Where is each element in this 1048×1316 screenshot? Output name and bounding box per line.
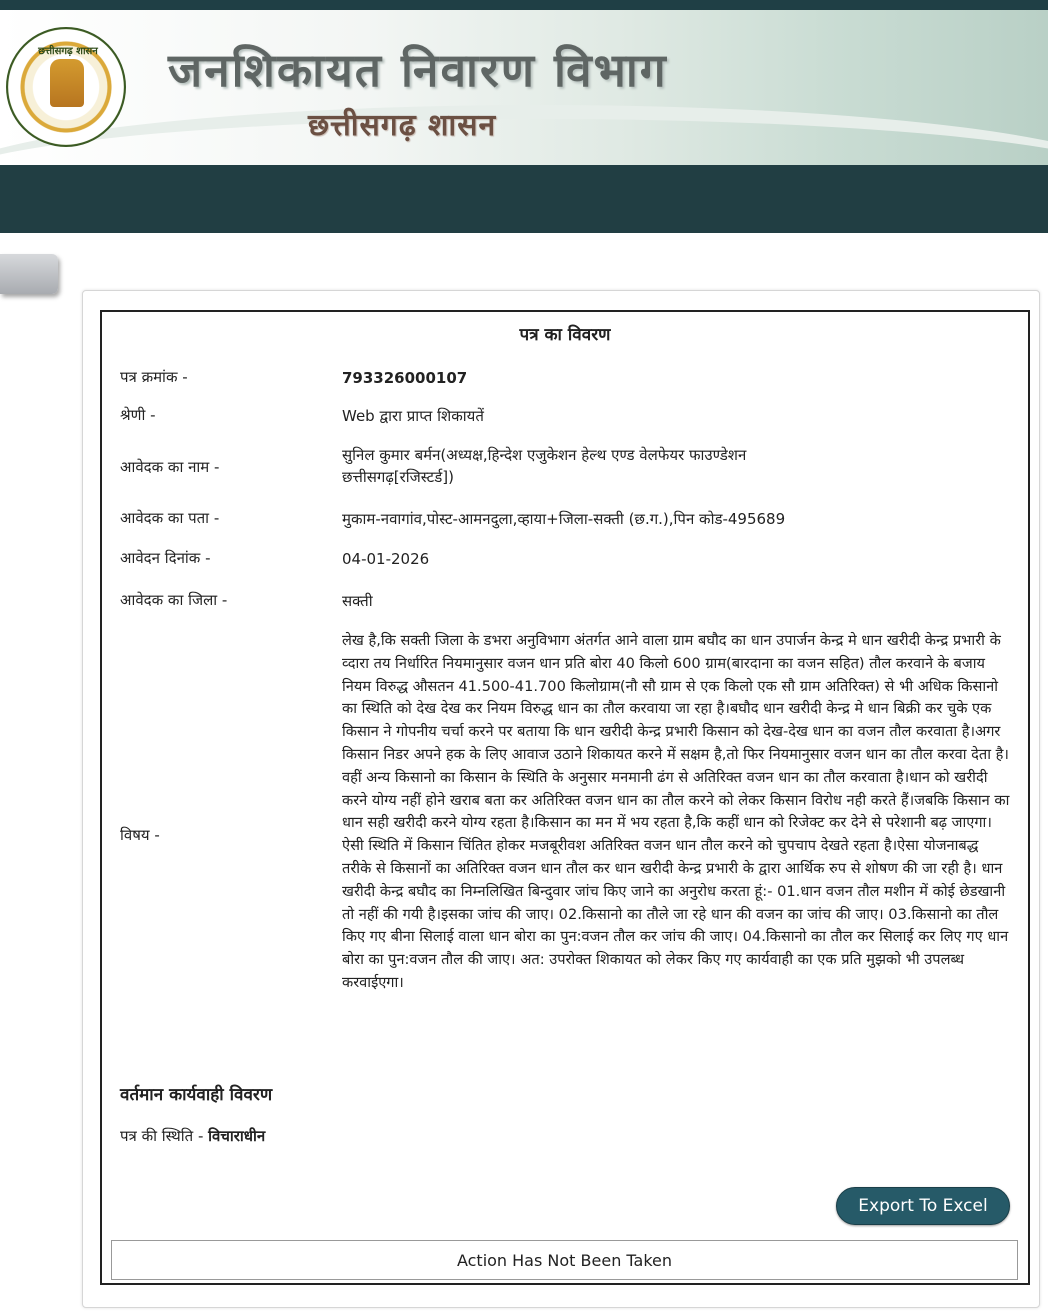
national-emblem-icon xyxy=(50,59,84,107)
subject-label: विषय - xyxy=(120,826,160,844)
status-value: विचाराधीन xyxy=(208,1127,266,1145)
applicant-district-value: सक्ती xyxy=(342,592,373,610)
navigation-bar xyxy=(0,165,1048,233)
category-value: Web द्वारा प्राप्त शिकायतें xyxy=(342,407,484,425)
site-title: जनशिकायत निवारण विभाग xyxy=(168,43,668,97)
seal-text: छत्तीसगढ़ शासन xyxy=(38,46,98,57)
application-date-label: आवेदन दिनांक - xyxy=(120,549,211,567)
applicant-address-value: मुकाम-नवागांव,पोस्ट-आमनदुला,व्हाया+जिला-सक्ती (छ.ग.),पिन कोड-495689 xyxy=(342,510,786,528)
action-message-box xyxy=(111,1240,1018,1280)
letter-status xyxy=(120,1126,265,1146)
header-banner xyxy=(0,10,1048,165)
applicant-address-label: आवेदक का पता - xyxy=(120,509,220,527)
applicant-name-label: आवेदक का नाम - xyxy=(120,458,220,476)
category-label: श्रेणी - xyxy=(120,406,156,424)
applicant-name-value: सुनिल कुमार बर्मन(अध्यक्ष,हिन्देश एजुकेशन हेल्थ एण्ड वेलफेयर फाउण्डेशन छत्तीसगढ़[रजिस्टर्ड]) xyxy=(342,446,747,486)
application-date-value: 04-01-2026 xyxy=(342,550,430,568)
status-label: पत्र की स्थिति - xyxy=(120,1127,204,1145)
letter-number-value: 793326000107 xyxy=(342,369,468,387)
site-subtitle: छत्तीसगढ़ शासन xyxy=(308,108,497,143)
subject-value: लेख है,कि सक्ती जिला के डभरा अनुविभाग अंतर्गत आने वाला ग्राम बघौद का धान उपार्जन केन्द्र मे धान खरीदी केन्द्र प्रभारी के व्दारा तय निर्धारित नियमानुसार वजन धान प्रति बोरा 40 किलो 600 ग्राम(बारदाना का वजन सहित) तौल करवाने के बजाय नियम विरुद्ध औसतन 41.500-41.700 किलोग्राम(नौ सौ ग्राम से एक किलो एक सौ ग्राम अतिरिक्त) से भी अधिक किसानो का स्थिति को देख देख कर नियम विरुद्ध धान का तौल करवाया जा रहा है।बघौद धान खरीदी केन्द्र मे धान बिक्री कर चुके एक किसान ने गोपनीय चर्चा करने पर बताया कि धान खरीदी केन्द्र प्रभारी किसान को देख-देख धान का वजन तौल करवाता है।अगर किसान निडर अपने हक के लिए आवाज उठाने शिकायत करने में सक्षम है,तो फिर नियमानुसार वजन धान का तौल करवा देता है।वहीं अन्य किसानो का किसान के स्थिति के अनुसार मनमानी ढंग से अतिरिक्त वजन धान का तौल करवाता है।धान को खरीदी करने योग्य नहीं होने खराब बता कर अतिरिक्त वजन धान का तौल करने को लेकर किसान विरोध नही करते हैं।जबकि किसान का धान सही खरीदी करने योग्य रहता है।किसान का मन में भय रहता है,कि कहीं धान को रिजेक्ट कर देने से परेशानी बढ़ जाएगा।ऐसी स्थिति में किसान चिंतित होकर मजबूरीवश अतिरिक्त वजन धान तौल करने को चुपचाप देखते रहता है।ऐसा योजनाबद्ध तरीके से किसानों का अतिरिक्त वजन धान तौल कर धान खरीदी केन्द्र प्रभारी के द्वारा आर्थिक रुप से शोषण की जा रही है। धान खरीदी केन्द्र बघौद का निम्नलिखित बिन्दुवार जांच किए जाने का अनुरोध करता हूं:- 01.धान वजन तौल मशीन में कोई छेडखानी तो नहीं की गयी है।इसका जांच की जाए। 02.किसानो का तौले जा रहे धान की वजन का जांच की जाए। 03.किसानो का तौल किए गए बीना सिलाई वाला धान बोरा का पुन:वजन तौल कर जांच की जाए। 04.किसानो का तौल कर सिलाई कर लिए गए धान बोरा का पुन:वजन तौल की जाए। अत: उपरोक्त शिकायत को लेकर किए गए कार्यवाही का एक प्रति मुझको भी उपलब्ध करवाईएगा। xyxy=(342,632,1010,991)
applicant-district-label: आवेदक का जिला - xyxy=(120,591,228,609)
state-seal-logo xyxy=(6,27,126,147)
section-title: पत्र का विवरण xyxy=(519,325,611,345)
export-to-excel-button[interactable]: Export To Excel xyxy=(836,1187,1010,1225)
action-message: Action Has Not Been Taken xyxy=(456,1250,673,1270)
current-action-heading: वर्तमान कार्यवाही विवरण xyxy=(120,1085,273,1105)
banner-swoosh xyxy=(0,105,1048,165)
letter-number-label: पत्र क्रमांक - xyxy=(120,368,188,386)
top-strip xyxy=(0,0,1048,10)
side-menu-tab[interactable] xyxy=(0,254,58,294)
